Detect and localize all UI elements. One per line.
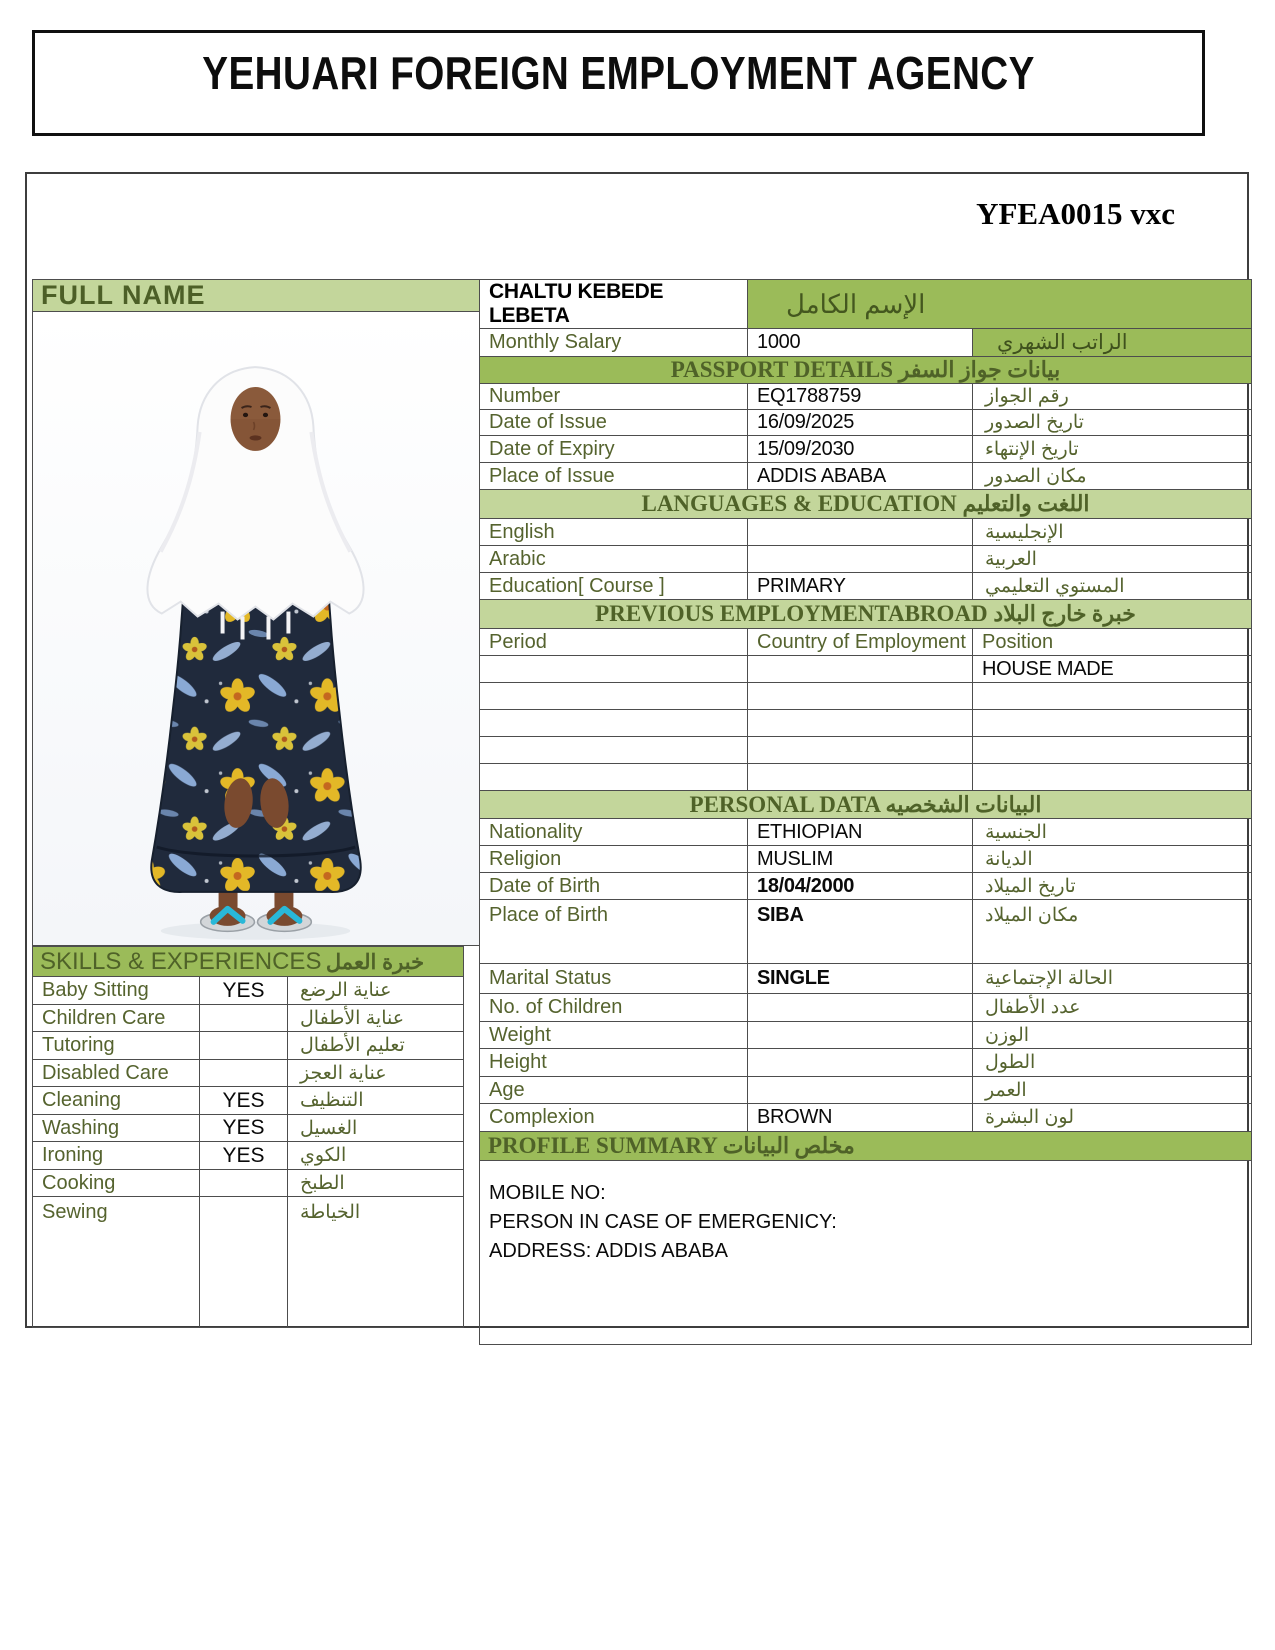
passport-section-header bbox=[480, 357, 1252, 384]
field-label: Complexion bbox=[480, 1104, 748, 1132]
field-arabic-label: رقم الجواز bbox=[973, 384, 1252, 410]
field-label: Weight bbox=[480, 1022, 748, 1049]
applicant-photo bbox=[32, 312, 480, 946]
cv-main-table bbox=[25, 172, 1249, 1328]
field-value: 16/09/2025 bbox=[748, 410, 973, 436]
employment-position: HOUSE MADE bbox=[973, 656, 1252, 683]
profile-summary-header-ar: مخلص البيانات bbox=[722, 1133, 855, 1158]
table-row bbox=[480, 737, 1252, 764]
field-value: BROWN bbox=[748, 1104, 973, 1132]
field-value bbox=[748, 1022, 973, 1049]
field-label: Nationality bbox=[480, 819, 748, 846]
skills-header-ar: خبرة العمل bbox=[325, 950, 425, 974]
field-arabic-label: الطول bbox=[973, 1049, 1252, 1077]
field-value bbox=[748, 1049, 973, 1077]
field-arabic-label: الديانة bbox=[973, 846, 1252, 873]
employment-position bbox=[973, 710, 1252, 737]
field-value: 18/04/2000 bbox=[748, 873, 973, 900]
employment-position bbox=[973, 737, 1252, 764]
field-label: Education[ Course ] bbox=[480, 573, 748, 600]
table-row bbox=[480, 994, 1252, 1022]
skill-value: YES bbox=[200, 1115, 288, 1142]
field-label: Marital Status bbox=[480, 964, 748, 994]
field-value: EQ1788759 bbox=[748, 384, 973, 410]
field-label: Religion bbox=[480, 846, 748, 873]
table-row bbox=[480, 436, 1252, 463]
field-arabic-label: لون البشرة bbox=[973, 1104, 1252, 1132]
languages-header-en: LANGUAGES & EDUCATION bbox=[641, 491, 957, 516]
skill-arabic-label: تعليم الأطفال bbox=[288, 1032, 464, 1060]
reference-code: YFEA0015 vxc bbox=[976, 196, 1175, 231]
profile-summary-content bbox=[480, 1161, 1252, 1345]
field-value: PRIMARY bbox=[748, 573, 973, 600]
table-row bbox=[480, 410, 1252, 436]
table-row bbox=[480, 819, 1252, 846]
address-line: ADDRESS: ADDIS ABABA bbox=[489, 1240, 728, 1262]
applicant-portrait-illustration bbox=[33, 312, 479, 945]
salary-arabic-label: الراتب الشهري bbox=[973, 329, 1252, 357]
table-row bbox=[33, 1087, 464, 1115]
skill-label: Baby Sitting bbox=[33, 977, 200, 1005]
skill-arabic-label: الخياطة bbox=[288, 1197, 464, 1328]
salary-row bbox=[480, 329, 1252, 357]
field-arabic-label: الجنسية bbox=[973, 819, 1252, 846]
skill-arabic-label: عناية الرضع bbox=[288, 977, 464, 1005]
skill-value bbox=[200, 1060, 288, 1087]
floor-shadow bbox=[161, 922, 351, 940]
field-value: 15/09/2030 bbox=[748, 436, 973, 463]
employment-header-ar: خبرة خارج البلاد bbox=[993, 601, 1136, 626]
table-row bbox=[480, 546, 1252, 573]
face bbox=[231, 387, 281, 451]
field-arabic-label: عدد الأطفال bbox=[973, 994, 1252, 1022]
field-label: Age bbox=[480, 1077, 748, 1104]
table-row bbox=[480, 846, 1252, 873]
field-label: Place of Issue bbox=[480, 463, 748, 490]
field-arabic-label: المستوي التعليمي bbox=[973, 573, 1252, 600]
skill-label: Children Care bbox=[33, 1005, 200, 1032]
employment-country bbox=[748, 683, 973, 710]
column-header-period: Period bbox=[480, 629, 748, 656]
full-name-value: CHALTU KEBEDE LEBETA bbox=[480, 280, 748, 329]
table-row bbox=[33, 1142, 464, 1170]
skill-value bbox=[200, 1197, 288, 1328]
employment-country bbox=[748, 737, 973, 764]
employment-country bbox=[748, 764, 973, 791]
table-row bbox=[33, 1060, 464, 1087]
table-row bbox=[480, 656, 1252, 683]
salary-value: 1000 bbox=[748, 329, 973, 357]
table-row bbox=[480, 900, 1252, 964]
skills-table bbox=[32, 946, 464, 1328]
skill-arabic-label: التنظيف bbox=[288, 1087, 464, 1115]
skill-value: YES bbox=[200, 977, 288, 1005]
field-label: No. of Children bbox=[480, 994, 748, 1022]
field-value bbox=[748, 994, 973, 1022]
profile-summary-header bbox=[480, 1132, 1252, 1161]
table-row bbox=[480, 964, 1252, 994]
field-label: Date of Expiry bbox=[480, 436, 748, 463]
table-row bbox=[480, 683, 1252, 710]
field-value: ADDIS ABABA bbox=[748, 463, 973, 490]
skill-arabic-label: الكوي bbox=[288, 1142, 464, 1170]
field-arabic-label: العربية bbox=[973, 546, 1252, 573]
skill-label: Washing bbox=[33, 1115, 200, 1142]
employment-header-en: PREVIOUS EMPLOYMENTABROAD bbox=[595, 601, 988, 626]
agency-title: YEHUARI FOREIGN EMPLOYMENT AGENCY bbox=[202, 47, 1035, 99]
field-value: SINGLE bbox=[748, 964, 973, 994]
languages-header-ar: اللغت والتعليم bbox=[962, 491, 1090, 516]
table-row bbox=[480, 519, 1252, 546]
left-column bbox=[32, 279, 480, 1328]
employment-position bbox=[973, 683, 1252, 710]
table-row bbox=[480, 384, 1252, 410]
full-name-arabic-label: الإسم الكامل bbox=[748, 280, 1252, 329]
field-arabic-label: تاريخ الإنتهاء bbox=[973, 436, 1252, 463]
agency-title-box bbox=[32, 30, 1205, 136]
skill-value bbox=[200, 1170, 288, 1197]
skill-arabic-label: الطبخ bbox=[288, 1170, 464, 1197]
field-value: MUSLIM bbox=[748, 846, 973, 873]
employment-period bbox=[480, 737, 748, 764]
field-label: Arabic bbox=[480, 546, 748, 573]
employment-position bbox=[973, 764, 1252, 791]
mobile-no-line: MOBILE NO: bbox=[489, 1182, 606, 1204]
field-value bbox=[748, 519, 973, 546]
skill-label: Ironing bbox=[33, 1142, 200, 1170]
table-row bbox=[480, 710, 1252, 737]
skill-arabic-label: عناية الأطفال bbox=[288, 1005, 464, 1032]
field-label: Date of Birth bbox=[480, 873, 748, 900]
table-row bbox=[33, 1170, 464, 1197]
field-arabic-label: تاريخ الميلاد bbox=[973, 873, 1252, 900]
field-arabic-label: الحالة الإجتماعية bbox=[973, 964, 1252, 994]
table-row bbox=[33, 1115, 464, 1142]
passport-header-en: PASSPORT DETAILS bbox=[670, 357, 894, 382]
full-name-label: FULL NAME bbox=[32, 279, 480, 312]
column-header-position: Position bbox=[973, 629, 1252, 656]
skill-label: Sewing bbox=[33, 1197, 200, 1328]
field-arabic-label: مكان الصدور bbox=[973, 463, 1252, 490]
field-value: ETHIOPIAN bbox=[748, 819, 973, 846]
field-arabic-label: الإنجليسية bbox=[973, 519, 1252, 546]
field-label: English bbox=[480, 519, 748, 546]
full-name-row bbox=[480, 280, 1252, 329]
salary-label: Monthly Salary bbox=[480, 329, 748, 357]
skill-arabic-label: الغسيل bbox=[288, 1115, 464, 1142]
table-row bbox=[480, 463, 1252, 490]
field-value: SIBA bbox=[748, 900, 973, 964]
field-label: Height bbox=[480, 1049, 748, 1077]
skill-value bbox=[200, 1032, 288, 1060]
skill-value: YES bbox=[200, 1142, 288, 1170]
field-arabic-label: الوزن bbox=[973, 1022, 1252, 1049]
employment-period bbox=[480, 764, 748, 791]
skill-value: YES bbox=[200, 1087, 288, 1115]
table-row bbox=[480, 764, 1252, 791]
employment-columns-row bbox=[480, 629, 1252, 656]
field-label: Number bbox=[480, 384, 748, 410]
personal-header-ar: البيانات الشخصيه bbox=[885, 791, 1042, 817]
employment-period bbox=[480, 683, 748, 710]
column-header-country: Country of Employment bbox=[748, 629, 973, 656]
skills-section-header bbox=[33, 947, 464, 977]
employment-period bbox=[480, 656, 748, 683]
skill-label: Cooking bbox=[33, 1170, 200, 1197]
right-column bbox=[479, 279, 1251, 1345]
table-row bbox=[480, 1104, 1252, 1132]
employment-country bbox=[748, 656, 973, 683]
field-arabic-label: مكان الميلاد bbox=[973, 900, 1252, 964]
skill-label: Disabled Care bbox=[33, 1060, 200, 1087]
employment-country bbox=[748, 710, 973, 737]
table-row bbox=[480, 873, 1252, 900]
field-arabic-label: العمر bbox=[973, 1077, 1252, 1104]
skill-label: Cleaning bbox=[33, 1087, 200, 1115]
table-row bbox=[480, 1022, 1252, 1049]
table-row bbox=[480, 1077, 1252, 1104]
table-row bbox=[33, 1032, 464, 1060]
personal-header-en: PERSONAL DATA bbox=[689, 791, 880, 817]
table-row bbox=[33, 1005, 464, 1032]
skill-arabic-label: عناية العجز bbox=[288, 1060, 464, 1087]
passport-header-ar: بيانات جواز السفر bbox=[898, 357, 1061, 382]
skills-header-en: SKILLS & EXPERIENCES bbox=[40, 947, 322, 975]
field-arabic-label: تاريخ الصدور bbox=[973, 410, 1252, 436]
table-row bbox=[480, 1049, 1252, 1077]
skill-label: Tutoring bbox=[33, 1032, 200, 1060]
profile-summary-header-en: PROFILE SUMMARY bbox=[488, 1133, 717, 1158]
emergency-contact-line: PERSON IN CASE OF EMERGENICY: bbox=[489, 1211, 837, 1233]
field-value bbox=[748, 1077, 973, 1104]
field-label: Date of Issue bbox=[480, 410, 748, 436]
details-table bbox=[479, 279, 1252, 1345]
employment-period bbox=[480, 710, 748, 737]
table-row bbox=[480, 573, 1252, 600]
skill-value bbox=[200, 1005, 288, 1032]
field-value bbox=[748, 546, 973, 573]
employment-section-header bbox=[480, 600, 1252, 629]
field-label: Place of Birth bbox=[480, 900, 748, 964]
personal-section-header bbox=[480, 791, 1252, 819]
table-row bbox=[33, 1197, 464, 1328]
languages-section-header bbox=[480, 490, 1252, 519]
table-row bbox=[33, 977, 464, 1005]
